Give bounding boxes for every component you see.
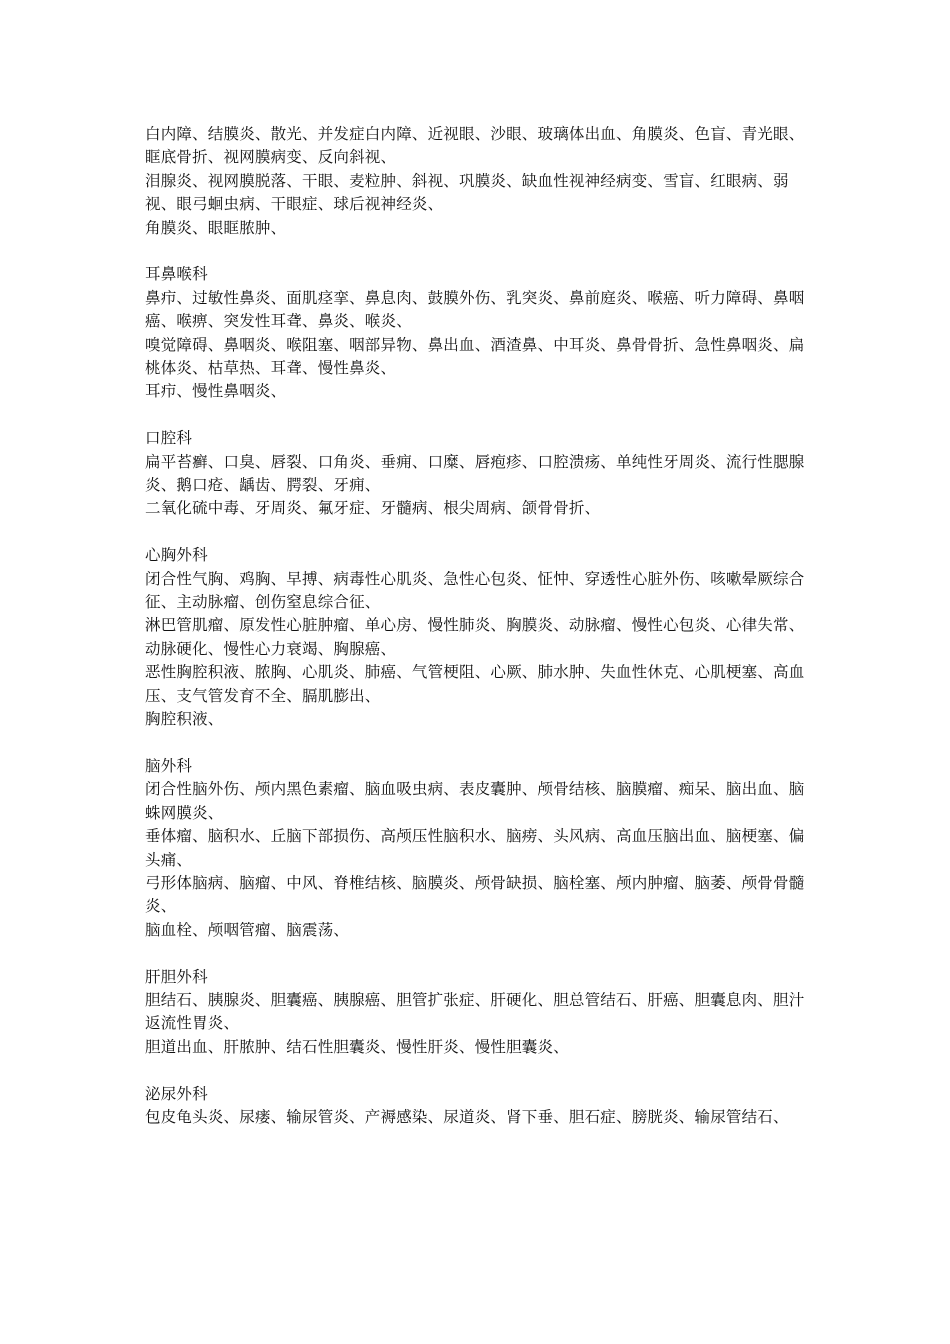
section-heading: 肝胆外科 — [145, 967, 208, 986]
section-urology — [145, 1083, 817, 1130]
section-heading: 心胸外科 — [145, 546, 208, 565]
paragraph: 闭合性气胸、鸡胸、早搏、病毒性心肌炎、急性心包炎、怔忡、穿透性心脏外伤、咳嗽晕厥综合征、主动脉瘤、创伤窒息综合征、 — [145, 569, 805, 612]
paragraph: 恶性胸腔积液、脓胸、心肌炎、肺癌、气管梗阻、心厥、肺水肿、失血性休克、心肌梗塞、高血压、支气管发育不全、膈肌膨出、 — [145, 663, 805, 705]
paragraph: 垂体瘤、脑积水、丘脑下部损伤、高颅压性脑积水、脑痨、头风病、高血压脑出血、脑梗塞、偏头痛、 — [145, 827, 805, 869]
paragraph: 白内障、结膜炎、散光、并发症白内障、近视眼、沙眼、玻璃体出血、角膜炎、色盲、青光眼、眶底骨折、视网膜病变、反向斜视、 — [145, 125, 805, 167]
paragraph: 脑血栓、颅咽管瘤、脑震荡、 — [145, 920, 350, 939]
paragraph: 包皮龟头炎、尿瘘、输尿管炎、产褥感染、尿道炎、肾下垂、胆石症、膀胱炎、输尿管结石、 — [145, 1107, 789, 1126]
paragraph: 闭合性脑外伤、颅内黑色素瘤、脑血吸虫病、表皮囊肿、颅骨结核、脑膜瘤、痴呆、脑出血、脑蛛网膜炎、 — [145, 780, 805, 822]
paragraph: 胸腔积液、 — [145, 710, 224, 729]
section-heading: 泌尿外科 — [145, 1084, 208, 1103]
paragraph: 胆道出血、肝脓肿、结石性胆囊炎、慢性肝炎、慢性胆囊炎、 — [145, 1037, 569, 1056]
section-neurosurgery — [145, 755, 817, 942]
section-ent — [145, 263, 817, 403]
section-heading: 耳鼻喉科 — [145, 265, 208, 284]
section-ophthalmology-continued — [145, 123, 817, 240]
section-stomatology — [145, 427, 817, 521]
document-body — [145, 123, 817, 1153]
paragraph: 扁平苔癣、口臭、唇裂、口角炎、垂痈、口糜、唇疱疹、口腔溃疡、单纯性牙周炎、流行性腮腺炎、鹅口疮、龋齿、腭裂、牙痈、 — [145, 452, 805, 495]
paragraph: 弓形体脑病、脑瘤、中风、脊椎结核、脑膜炎、颅骨缺损、脑栓塞、颅内肿瘤、脑萎、颅骨骨髓炎、 — [145, 873, 805, 916]
paragraph: 二氧化硫中毒、牙周炎、氟牙症、牙髓病、根尖周病、颌骨骨折、 — [145, 499, 601, 518]
section-heading: 口腔科 — [145, 429, 193, 448]
paragraph: 耳疖、慢性鼻咽炎、 — [145, 382, 287, 401]
paragraph: 胆结石、胰腺炎、胆囊癌、胰腺癌、胆管扩张症、肝硬化、胆总管结石、肝癌、胆囊息肉、胆汁返流性胃炎、 — [145, 990, 805, 1033]
paragraph: 鼻疖、过敏性鼻炎、面肌痉挛、鼻息肉、鼓膜外伤、乳突炎、鼻前庭炎、喉癌、听力障碍、鼻咽癌、喉痹、突发性耳聋、鼻炎、喉炎、 — [145, 288, 805, 331]
paragraph: 角膜炎、眼眶脓肿、 — [145, 218, 287, 237]
section-cardiothoracic — [145, 544, 817, 731]
paragraph: 淋巴管肌瘤、原发性心脏肿瘤、单心房、慢性肺炎、胸膜炎、动脉瘤、慢性心包炎、心律失常、动脉硬化、慢性心力衰竭、胸腺癌、 — [145, 616, 805, 658]
paragraph: 泪腺炎、视网膜脱落、干眼、麦粒肿、斜视、巩膜炎、缺血性视神经病变、雪盲、红眼病、弱视、眼弓蛔虫病、干眼症、球后视神经炎、 — [145, 171, 789, 214]
section-hepatobiliary — [145, 966, 817, 1060]
paragraph: 嗅觉障碍、鼻咽炎、喉阻塞、咽部异物、鼻出血、酒渣鼻、中耳炎、鼻骨骨折、急性鼻咽炎、扁桃体炎、枯草热、耳聋、慢性鼻炎、 — [145, 335, 805, 378]
section-heading: 脑外科 — [145, 756, 193, 775]
